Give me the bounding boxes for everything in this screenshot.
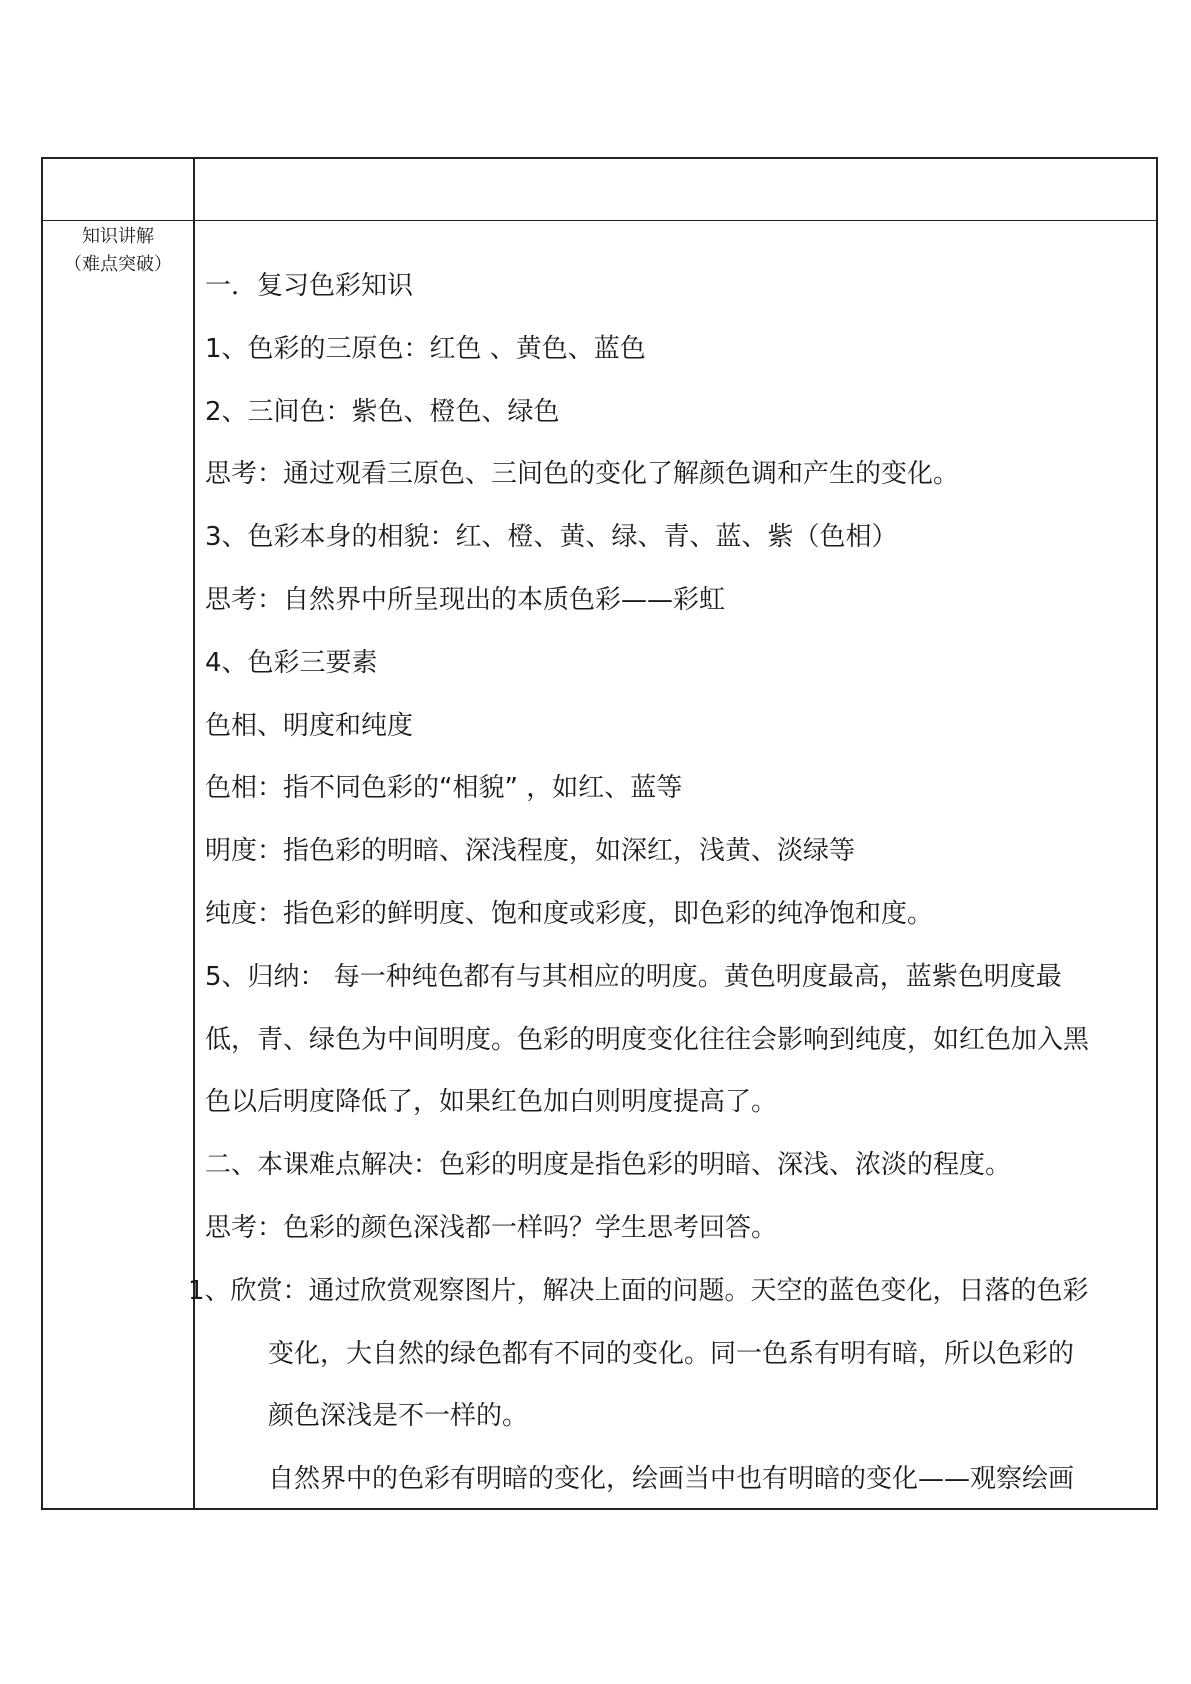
content-line: 思考：通过观看三原色、三间色的变化了解颜色调和产生的变化。	[205, 459, 960, 490]
content-line: 4、色彩三要素	[205, 647, 378, 678]
content-line: 2、三间色：紫色、橙色、绿色	[205, 396, 560, 427]
content-line: 3、色彩本身的相貌：红、橙、黄、绿、青、蓝、紫（色相）	[205, 522, 898, 553]
row-label-subtitle: （难点突破）	[64, 254, 172, 275]
content-line: 色相：指不同色彩的“相貌” ，如红、蓝等	[205, 773, 683, 804]
content-line: 思考：自然界中所呈现出的本质色彩——彩虹	[205, 584, 726, 615]
content-line: 色相、明度和纯度	[205, 710, 414, 741]
content-line: 思考：色彩的颜色深浅都一样吗？学生思考回答。	[205, 1212, 778, 1243]
section-heading-difficulty: 二、本课难点解决：色彩的明度是指色彩的明暗、深浅、浓淡的程度。	[205, 1150, 1012, 1181]
content-line: 1、欣赏：通过欣赏观察图片，解决上面的问题。天空的蓝色变化，日落的色彩	[188, 1275, 1089, 1306]
content-line: 颜色深浅是不一样的。	[268, 1401, 529, 1432]
row-divider	[43, 220, 1156, 221]
content-line: 自然界中的色彩有明暗的变化，绘画当中也有明暗的变化——观察绘画	[268, 1464, 1075, 1495]
content-cell	[188, 255, 1155, 1511]
lesson-table	[41, 157, 1158, 1510]
row-label-cell	[43, 223, 193, 279]
section-heading-review: 一．复习色彩知识	[205, 271, 414, 301]
row-label-title: 知识讲解	[82, 226, 154, 247]
content-line: 低，青、绿色为中间明度。色彩的明度变化往往会影响到纯度，如红色加入黑	[205, 1024, 1090, 1055]
content-line: 纯度：指色彩的鲜明度、饱和度或彩度，即色彩的纯净饱和度。	[205, 898, 934, 929]
content-line: 5、归纳： 每一种纯色都有与其相应的明度。黄色明度最高，蓝紫色明度最	[205, 961, 1062, 992]
content-line: 1、色彩的三原色：红色 、黄色、蓝色	[205, 333, 646, 364]
content-line: 明度：指色彩的明暗、深浅程度，如深红，浅黄、淡绿等	[205, 836, 856, 867]
content-line: 色以后明度降低了，如果红色加白则明度提高了。	[205, 1087, 778, 1118]
content-line: 变化，大自然的绿色都有不同的变化。同一色系有明有暗，所以色彩的	[268, 1338, 1075, 1369]
